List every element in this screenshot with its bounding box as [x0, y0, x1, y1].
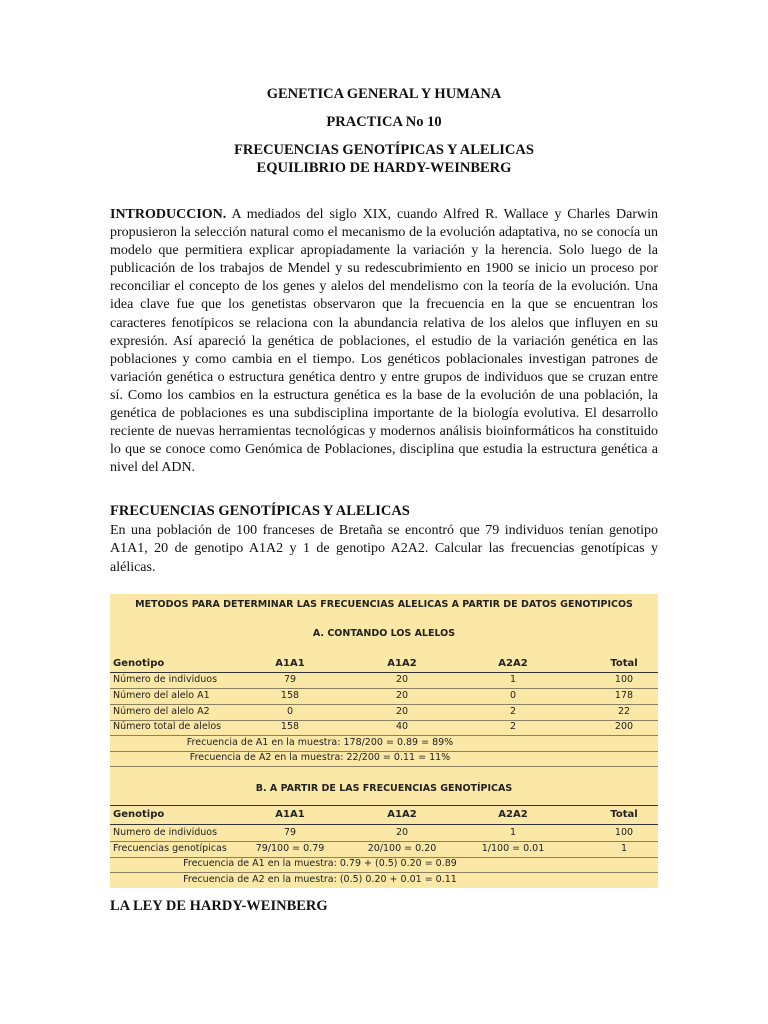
header-cell: A2A2 — [498, 809, 528, 820]
table-cell: 178 — [614, 690, 634, 701]
course-title: GENETICA GENERAL Y HUMANA — [266, 86, 502, 102]
table-rule — [110, 704, 658, 705]
table-cell: Número de individuos — [113, 674, 218, 685]
header-cell: Genotipo — [113, 809, 165, 820]
table-cell: 0 — [286, 706, 294, 717]
table-cell: Frecuencias genotípicas — [113, 843, 227, 854]
table-cell: 20/100 = 0.20 — [367, 843, 437, 854]
table-cell: 158 — [280, 721, 300, 732]
table-cell: 20 — [395, 690, 409, 701]
topic-title — [110, 141, 658, 177]
header-cell: A1A1 — [275, 658, 305, 669]
header-cell: A1A2 — [387, 658, 417, 669]
table-cell: 79 — [283, 827, 297, 838]
figure-title: METODOS PARA DETERMINAR LAS FRECUENCIAS ALELICAS A PARTIR DE DATOS GENOTIPICOS — [135, 599, 633, 610]
table-cell: 100 — [614, 827, 634, 838]
table-rule — [110, 672, 658, 673]
introduction-label: INTRODUCCION. — [110, 207, 227, 222]
part-b-title: B. A PARTIR DE LAS FRECUENCIAS GENOTÍPICAS — [255, 783, 513, 794]
practice-title: PRACTICA No 10 — [326, 114, 442, 130]
table-cell: Número del alelo A1 — [113, 690, 210, 701]
table-cell: 79/100 = 0.79 — [255, 843, 325, 854]
table-row — [110, 690, 658, 705]
topic-title-line2: EQUILIBRIO DE HARDY-WEINBERG — [256, 160, 512, 176]
table-cell: 20 — [395, 827, 409, 838]
table-rule — [110, 735, 658, 736]
introduction-text: A mediados del siglo XIX, cuando Alfred R. Wallace y Charles Darwin propusieron la selección natural como el mecanismo de la evolución adaptativa, no se conocía un modelo que permitiera explicar apropiadamente la variación y la herencia. Solo luego de la publicación de los trabajos de Mendel y su redescubrimiento en 1900 se inicio un proceso por reconciliar el concepto de los genes y alelos del mendelismo con la teoría de la evolución. Una idea clave fue que los genetistas observaron que la frecuencia en la que se encuentran los caracteres fenotípicos se relaciona con la abundancia relativa de los alelos que influyen en su expresión. Así apareció la genética de poblaciones, el estudio de la variación genética en las poblaciones y como cambia en el tiempo. Los genéticos poblacionales investigan patrones de variación genética o estructura genética dentro y entre grupos de individuos que se cruzan entre sí. Como los cambios en la estructura genética es la base de la evolución de una población, la genética de poblaciones es una subdisciplina importante de la biología evolutiva. El desarrollo reciente de nuevas herramientas tecnológicas y modernos análisis bioinformáticos ha constituido lo que se conoce como Genómica de Poblaciones, disciplina que estudia la estructura genética a nivel del ADN. — [110, 207, 658, 476]
introduction-paragraph — [110, 206, 658, 477]
table-cell: 0 — [509, 690, 517, 701]
table-cell: 40 — [395, 721, 409, 732]
table-rule — [110, 824, 658, 825]
part-a-header-row — [110, 658, 658, 673]
table-rule — [110, 805, 658, 806]
table-cell: Número del alelo A2 — [113, 706, 210, 717]
section-heading-frecuencias: FRECUENCIAS GENOTÍPICAS Y ALELICAS — [110, 503, 410, 519]
allele-frequency-table-figure — [110, 594, 658, 888]
table-rule — [110, 766, 658, 767]
header-cell: Genotipo — [113, 658, 165, 669]
part-b-header-row — [110, 809, 658, 824]
problem-paragraph: En una población de 100 franceses de Bretaña se encontró que 79 individuos tenían genotipo A1A1, 20 de genotipo A1A2 y 1 de genotipo A2A2. Calcular las frecuencias genotípicas y alélicas. — [110, 523, 658, 575]
header-cell: A1A1 — [275, 809, 305, 820]
table-cell: 20 — [395, 706, 409, 717]
table-row — [110, 674, 658, 689]
header-cell: Total — [610, 809, 638, 820]
table-cell: 1 — [509, 827, 517, 838]
table-cell: 200 — [614, 721, 634, 732]
table-cell: 1/100 = 0.01 — [481, 843, 545, 854]
table-cell: 79 — [283, 674, 297, 685]
part-b-freq-a1: Frecuencia de A1 en la muestra: 0.79 + (0.5) 0.20 = 0.89 — [183, 858, 457, 869]
section-heading-hardy-weinberg: LA LEY DE HARDY-WEINBERG — [110, 898, 328, 914]
table-cell: 1 — [509, 674, 517, 685]
part-a-freq-a1: Frecuencia de A1 en la muestra: 178/200 = 0.89 = 89% — [186, 737, 454, 748]
table-row — [110, 721, 658, 736]
table-cell: 2 — [509, 721, 517, 732]
table-rule — [110, 872, 658, 873]
topic-title-line1: FRECUENCIAS GENOTÍPICAS Y ALELICAS — [234, 142, 534, 158]
table-cell: Número total de alelos — [113, 721, 222, 732]
header-cell: A1A2 — [387, 809, 417, 820]
table-cell: 100 — [614, 674, 634, 685]
table-row — [110, 706, 658, 721]
header-cell: Total — [610, 658, 638, 669]
header-cell: A2A2 — [498, 658, 528, 669]
part-b-freq-a2: Frecuencia de A2 en la muestra: (0.5) 0.20 + 0.01 = 0.11 — [183, 874, 457, 885]
table-row — [110, 843, 658, 858]
table-rule — [110, 841, 658, 842]
part-a-title: A. CONTANDO LOS ALELOS — [312, 628, 456, 639]
table-cell: Numero de individuos — [113, 827, 218, 838]
part-a-freq-a2: Frecuencia de A2 en la muestra: 22/200 = 0.11 = 11% — [189, 752, 451, 763]
table-cell: 158 — [280, 690, 300, 701]
table-row — [110, 827, 658, 842]
table-rule — [110, 688, 658, 689]
table-cell: 20 — [395, 674, 409, 685]
table-cell: 1 — [620, 843, 628, 854]
table-cell: 2 — [509, 706, 517, 717]
table-cell: 22 — [617, 706, 631, 717]
